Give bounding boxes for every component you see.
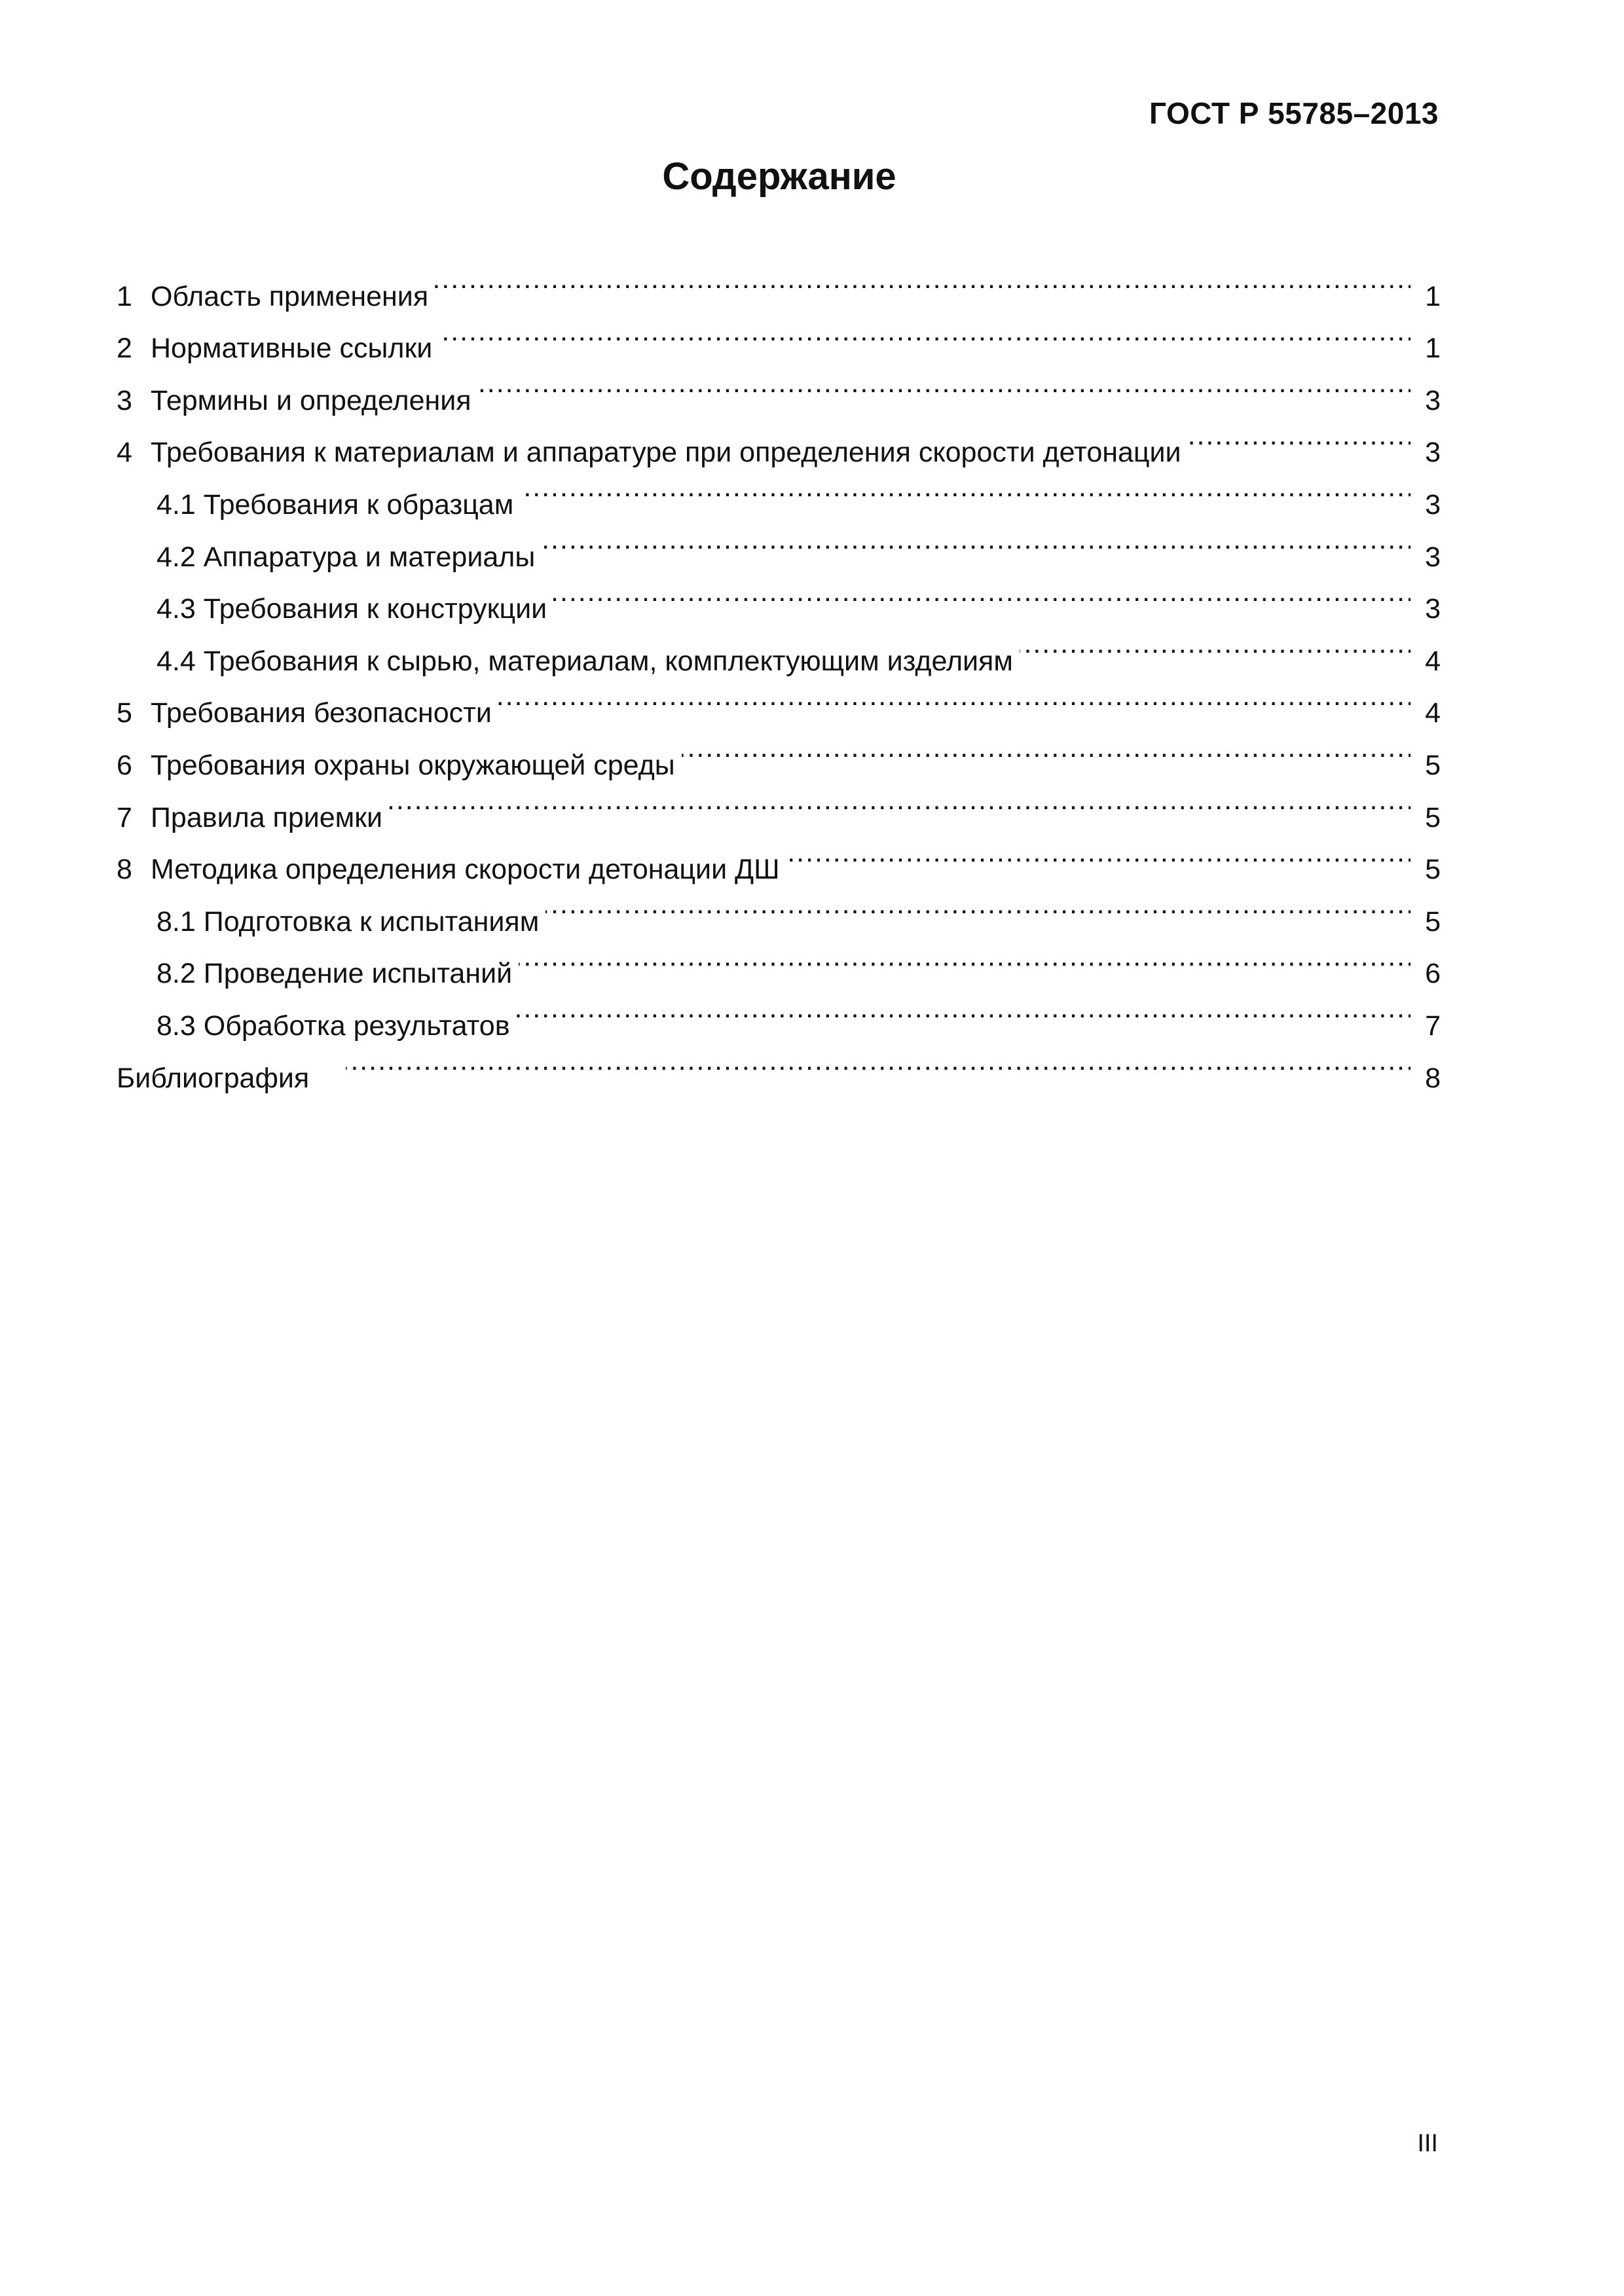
- toc-entry-number: 5: [117, 697, 132, 729]
- toc-entry-page: 3: [1425, 541, 1441, 573]
- toc-entry-number: 8.2: [157, 958, 196, 990]
- toc-entry-number: 4.2: [157, 541, 196, 573]
- toc-dot-leader: [498, 670, 1411, 723]
- document-id: ГОСТ Р 55785–2013: [1149, 96, 1439, 130]
- toc-dot-leader: [439, 306, 1411, 358]
- toc-entry-number: 6: [117, 749, 132, 781]
- toc-entry-page: 4: [1425, 645, 1441, 677]
- toc-entry-page: 5: [1425, 801, 1441, 833]
- toc-dot-leader: [542, 514, 1411, 566]
- toc-entry-number: 4.1: [157, 488, 196, 520]
- toc-entry-number: 3: [117, 384, 132, 416]
- toc-title: Содержание: [662, 155, 896, 198]
- toc-entry-label: Аппаратура и материалы: [203, 541, 536, 573]
- toc-entry-label: Требования к материалам и аппаратуре при определения скорости детонации: [151, 437, 1181, 469]
- toc-dot-leader: [520, 462, 1411, 514]
- toc-entry-label: Требования к сырью, материалам, комплектующим изделиям: [203, 645, 1013, 677]
- toc-entry-number: 8: [117, 854, 132, 886]
- toc-dot-leader: [545, 879, 1411, 931]
- toc-entry-label: Требования безопасности: [151, 697, 492, 729]
- toc-entry-label: Проведение испытаний: [203, 958, 513, 990]
- toc-entry-number: 4.3: [157, 593, 196, 625]
- toc-dot-leader: [786, 827, 1411, 879]
- table-of-contents: [117, 253, 1441, 1094]
- toc-entry-1[interactable]: [117, 253, 1441, 312]
- toc-entry-label: Правила приемки: [151, 801, 383, 833]
- toc-entry-number: 4: [117, 437, 132, 469]
- toc-dot-leader: [435, 253, 1411, 306]
- toc-entry-number: 8.1: [157, 905, 196, 938]
- toc-entry-label: Обработка результатов: [203, 1010, 510, 1042]
- toc-entry-page: 5: [1425, 854, 1441, 886]
- toc-entry-label: Нормативные ссылки: [151, 333, 433, 365]
- toc-entry-page: 6: [1425, 958, 1441, 990]
- toc-entry-label: Требования к образцам: [203, 488, 514, 520]
- toc-entry-page: 3: [1425, 437, 1441, 469]
- toc-entry-number: 1: [117, 280, 132, 312]
- toc-entry-number: 7: [117, 801, 132, 833]
- toc-entry-label: Требования охраны окружающей среды: [151, 749, 675, 781]
- toc-entry-label: Методика определения скорости детонации ДШ: [151, 854, 780, 886]
- toc-dot-leader: [682, 722, 1411, 774]
- toc-dot-leader: [553, 566, 1411, 619]
- toc-entry-page: 4: [1425, 697, 1441, 729]
- toc-dot-leader: [346, 1035, 1411, 1087]
- toc-entry-page: 1: [1425, 333, 1441, 365]
- toc-entry-label: Библиография: [117, 1062, 310, 1094]
- toc-entry-page: 1: [1425, 280, 1441, 312]
- toc-dot-leader: [519, 931, 1411, 983]
- toc-dot-leader: [478, 357, 1411, 410]
- toc-entry-page: 3: [1425, 488, 1441, 520]
- toc-entry-page: 3: [1425, 384, 1441, 416]
- toc-entry-number: 8.3: [157, 1010, 196, 1042]
- toc-dot-leader: [1188, 410, 1411, 462]
- page-number: III: [1417, 2130, 1438, 2157]
- toc-dot-leader: [1020, 618, 1411, 670]
- toc-entry-page: 7: [1425, 1010, 1441, 1042]
- toc-dot-leader: [517, 983, 1411, 1035]
- toc-entry-number: 2: [117, 333, 132, 365]
- toc-entry-page: 8: [1425, 1062, 1441, 1094]
- toc-entry-page: 3: [1425, 593, 1441, 625]
- toc-entry-label: Термины и определения: [151, 384, 471, 416]
- toc-entry-label: Подготовка к испытаниям: [203, 905, 540, 938]
- toc-entry-page: 5: [1425, 905, 1441, 938]
- toc-entry-page: 5: [1425, 749, 1441, 781]
- toc-entry-label: Область применения: [151, 280, 429, 312]
- toc-entry-number: 4.4: [157, 645, 196, 677]
- toc-entry-label: Требования к конструкции: [203, 593, 547, 625]
- toc-dot-leader: [389, 774, 1411, 827]
